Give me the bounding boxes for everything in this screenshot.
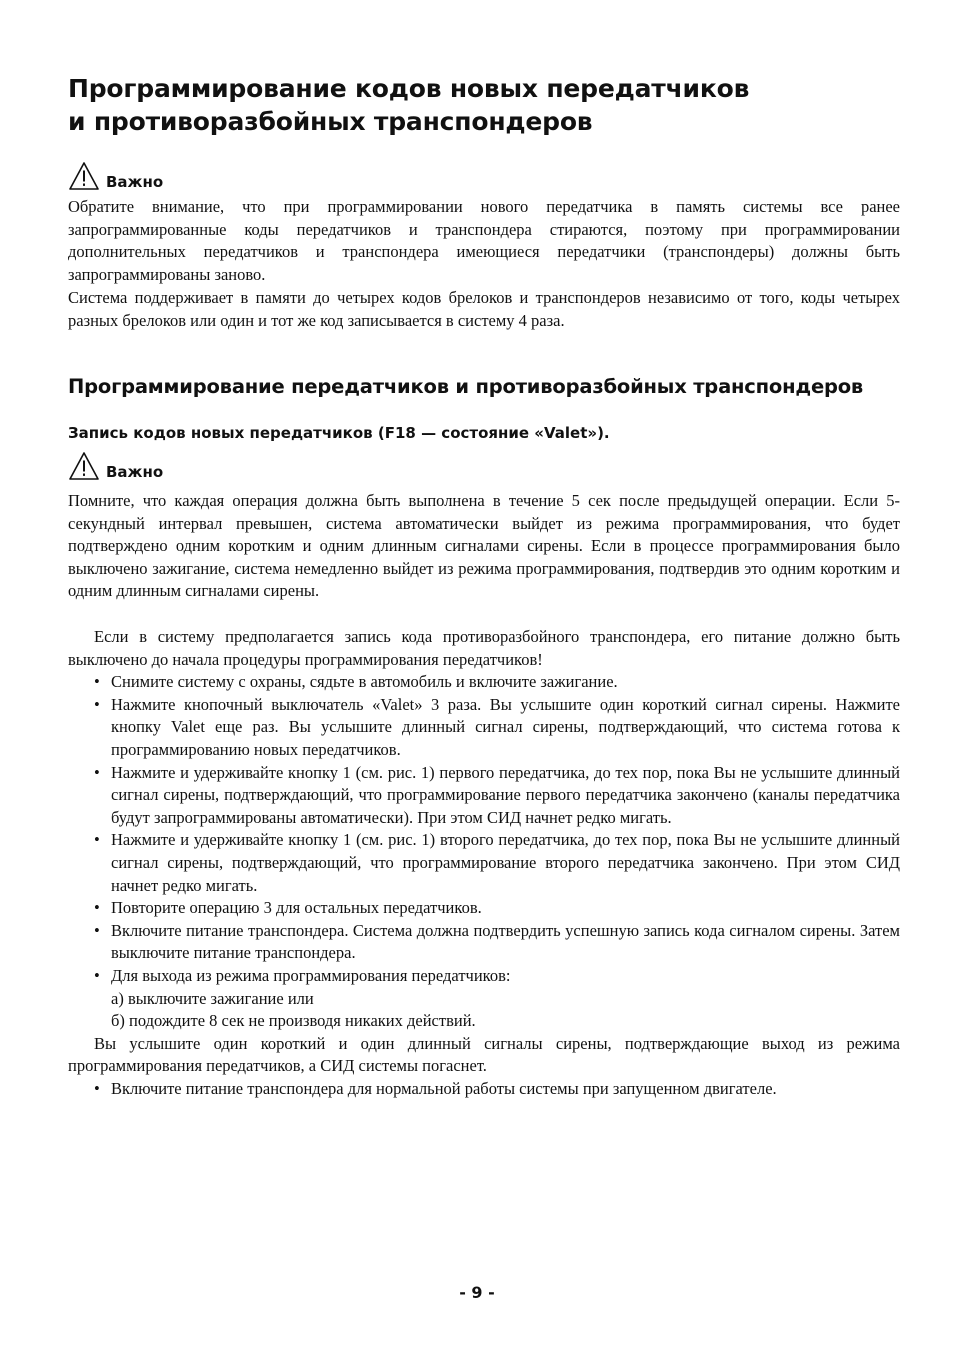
list-item-text: Нажмите кнопочный выключатель «Valet» 3 раза. Вы услышите один короткий сигнал сирены. Нажмите кнопку Valet еще раз. Вы услышите длинный сигнал сирены, подтверждающий, что система готова к программированию новых передатчиков. — [111, 694, 900, 759]
list-item — [68, 897, 900, 920]
bullet-marker: • — [94, 830, 100, 850]
warning-callout-1 — [68, 160, 163, 192]
list-item-text: Включите питание транспондера для нормальной работы системы при запущенном двигателе. — [111, 1078, 777, 1098]
programming-procedure — [68, 626, 900, 1100]
bullet-marker: • — [94, 965, 100, 985]
list-item — [68, 671, 900, 694]
list-item-text: Повторите операцию 3 для остальных передатчиков. — [111, 898, 482, 918]
page-title-line-1: Программирование кодов новых передатчиков — [68, 74, 750, 103]
exit-option-b: б) подождите 8 сек не производя никаких действий. — [111, 1011, 476, 1031]
bullet-marker: • — [94, 762, 100, 782]
bullet-marker: • — [94, 898, 100, 918]
warning-1-paragraph-2: Система поддерживает в памяти до четырех кодов брелоков и транспондеров независимо от того, коды четырех разных брелоков или один и тот же код записывается в систему 4 раза. — [68, 288, 900, 330]
exit-option-a: а) выключите зажигание или — [111, 988, 314, 1008]
procedure-steps — [68, 671, 900, 987]
subsection-title: Запись кодов новых передатчиков (F18 — состояние «Valet»). — [68, 424, 610, 442]
final-step-list — [68, 1078, 900, 1101]
bullet-marker: • — [94, 920, 100, 940]
warning-label: Важно — [106, 463, 164, 481]
list-item-text: Включите питание транспондера. Система должна подтвердить успешную запись кода сигналом сирены. Затем выключите питание транспондера. — [111, 920, 900, 963]
warning-triangle-icon — [68, 450, 100, 482]
warning-label: Важно — [106, 173, 164, 191]
list-item — [68, 694, 900, 762]
list-item-text: Снимите систему с охраны, сядьте в автомобиль и включите зажигание. — [111, 672, 618, 692]
list-item — [68, 920, 900, 965]
page-title-line-2: и противоразбойных транспондеров — [68, 107, 593, 136]
page-number: - 9 - — [459, 1283, 495, 1302]
procedure-intro: Если в систему предполагается запись кода противоразбойного транспондера, его питание должно быть выключено до начала процедуры программирования передатчиков! — [68, 627, 900, 669]
warning-1-paragraph-1: Обратите внимание, что при программировании нового передатчика в память системы все ранее запрограммированные коды передатчиков и транспондера стираются, поэтому при программировании дополнительных передатчиков и транспондера имеющиеся передатчики (транспондеры) должны быть запрограммированы заново. — [68, 197, 900, 284]
warning-triangle-icon — [68, 160, 100, 192]
warning-callout-2 — [68, 450, 163, 482]
list-item — [68, 762, 900, 830]
list-item-text: Нажмите и удерживайте кнопку 1 (см. рис. 1) первого передатчика, до тех пор, пока Вы не услышите длинный сигнал сирены, подтверждающий, что программирование первого передатчика закончено (каналы передатчика будут запрограммированы автоматически). При этом СИД начнет редко мигать. — [111, 762, 900, 827]
exit-confirmation: Вы услышите один короткий и один длинный сигналы сирены, подтверждающие выход из режима программирования передатчиков, а СИД системы погаснет. — [68, 1033, 900, 1076]
list-item — [68, 829, 900, 897]
bullet-marker: • — [94, 694, 100, 714]
page-title — [68, 72, 908, 138]
list-item-text: Для выхода из режима программирования передатчиков: — [111, 965, 511, 985]
bullet-marker: • — [94, 1078, 100, 1098]
bullet-marker: • — [94, 672, 100, 692]
list-item — [68, 1078, 900, 1101]
section-title: Программирование передатчиков и противоразбойных транспондеров — [68, 375, 864, 398]
warning-2-paragraph: Помните, что каждая операция должна быть выполнена в течение 5 сек после предыдущей операции. Если 5-секундный интервал превышен, система автоматически выйдет из режима программирования, что будет подтверждено одним коротким и одним длинным сигналами сирены. Если в процессе программирования было выключено зажигание, система немедленно выйдет из режима программирования, подтвердив это одним коротким и одним длинным сигналами сирены. — [68, 491, 900, 601]
list-item-text: Нажмите и удерживайте кнопку 1 (см. рис. 1) второго передатчика, до тех пор, пока Вы не услышите длинный сигнал сирены, подтверждающий, что программирование второго передатчика закончено. При этом СИД начнет редко мигать. — [111, 830, 900, 895]
list-item — [68, 965, 900, 988]
